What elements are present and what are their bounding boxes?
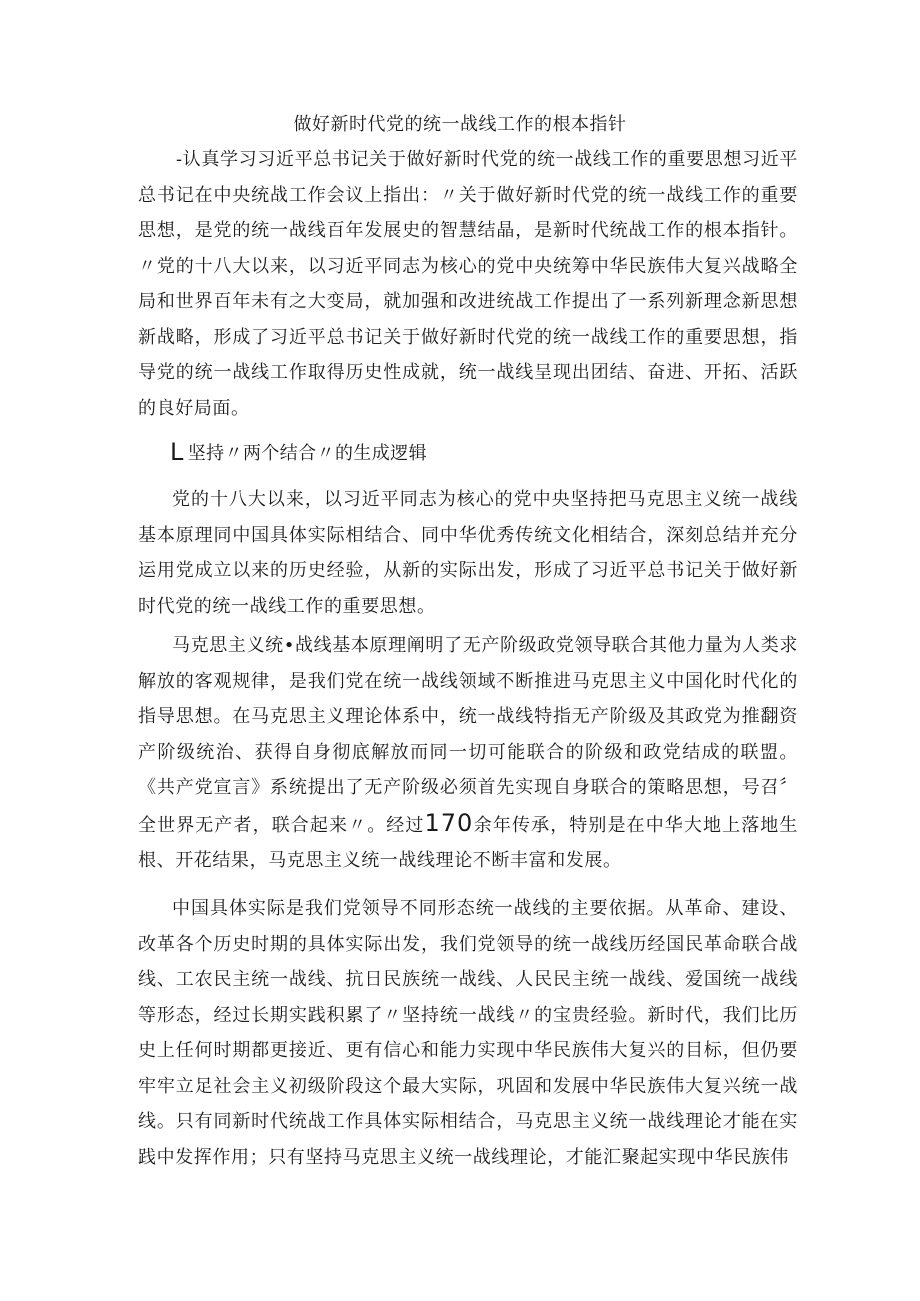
paragraph-3: 中国具体实际是我们党领导不同形态统一战线的主要依据。从革命、建设、改革各个历史时期的具体实际出发，我们党领导的统一战线历经国民革命联合战线、工农民主统一战线、抗日民族统一战线、人民民主统一战线、爱国统一战线等形态，经过长期实践积累了〃坚持统一战线〃的宝贵经验。新时代，我们比历史上任何时期都更接近、更有信心和能力实现中华民族伟大复兴的目标，但仍要牢牢立足社会主义初级阶段这个最大实际，巩固和发展中华民族伟大复兴统一战线。只有同新时代统战工作具体实际相结合，马克思主义统一战线理论才能在实践中发挥作用；只有坚持马克思主义统一战线理论，才能汇聚起实现中华民族伟 — [138, 898, 798, 1168]
paragraph-2-text-b: 余年传承，特别是在中华大地上落地生根、开花结果，马克思主义统一战线理论不断丰富和发展。 — [138, 814, 799, 871]
intro-paragraph: -认真学习习近平总书记关于做好新时代党的统一战线工作的重要思想习近平总书记在中央统战工作会议上指出：〃关于做好新时代党的统一战线工作的重要思想，是党的统一战线百年发展史的智慧结晶，是新时代统战工作的根本指针。〃党的十八大以来，以习近平同志为核心的党中央统筹中华民族伟大复兴战略全局和世界百年未有之大变局，就加强和改进统战工作提出了一系列新理念新思想新战略，形成了习近平总书记关于做好新时代党的统一战线工作的重要思想，指导党的统一战线工作取得历史性成就，统一战线呈现出团结、奋进、开拓、活跃的良好局面。 — [138, 149, 798, 419]
paragraph-2-text-a: 马克思主义统•战线基本原理阐明了无产阶级政党领导联合其他力量为人类求解放的客观规律，是我们党在统一战线领域不断推进马克思主义中国化时代化的指导思想。在马克思主义理论体系中，统一战线特指无产阶级及其政党为推翻资产阶级统治、获得自身彻底解放而同一切可能联合的阶级和政党结成的联盟。《共产党宣言》系统提出了无产阶级必须首先实现自身联合的策略思想，号召〞全世界无产者，联合起来〃。经过 — [138, 635, 798, 836]
section-marker: L — [170, 438, 184, 466]
years-number: 170 — [424, 808, 474, 837]
paragraph-2 — [138, 628, 798, 879]
section-heading-text: 坚持〃两个结合〃的生成逻辑 — [187, 443, 427, 464]
section-heading — [170, 436, 427, 470]
document-title: 做好新时代党的统一战线工作的根本指针 — [293, 114, 627, 135]
paragraph-1: 党的十八大以来，以习近平同志为核心的党中央坚持把马克思主义统一战线基本原理同中国具体实际相结合、同中华优秀传统文化相结合，深刻总结并充分运用党成立以来的历史经验，从新的实际出发，形成了习近平总书记关于做好新时代党的统一战线工作的重要思想。 — [138, 489, 798, 617]
